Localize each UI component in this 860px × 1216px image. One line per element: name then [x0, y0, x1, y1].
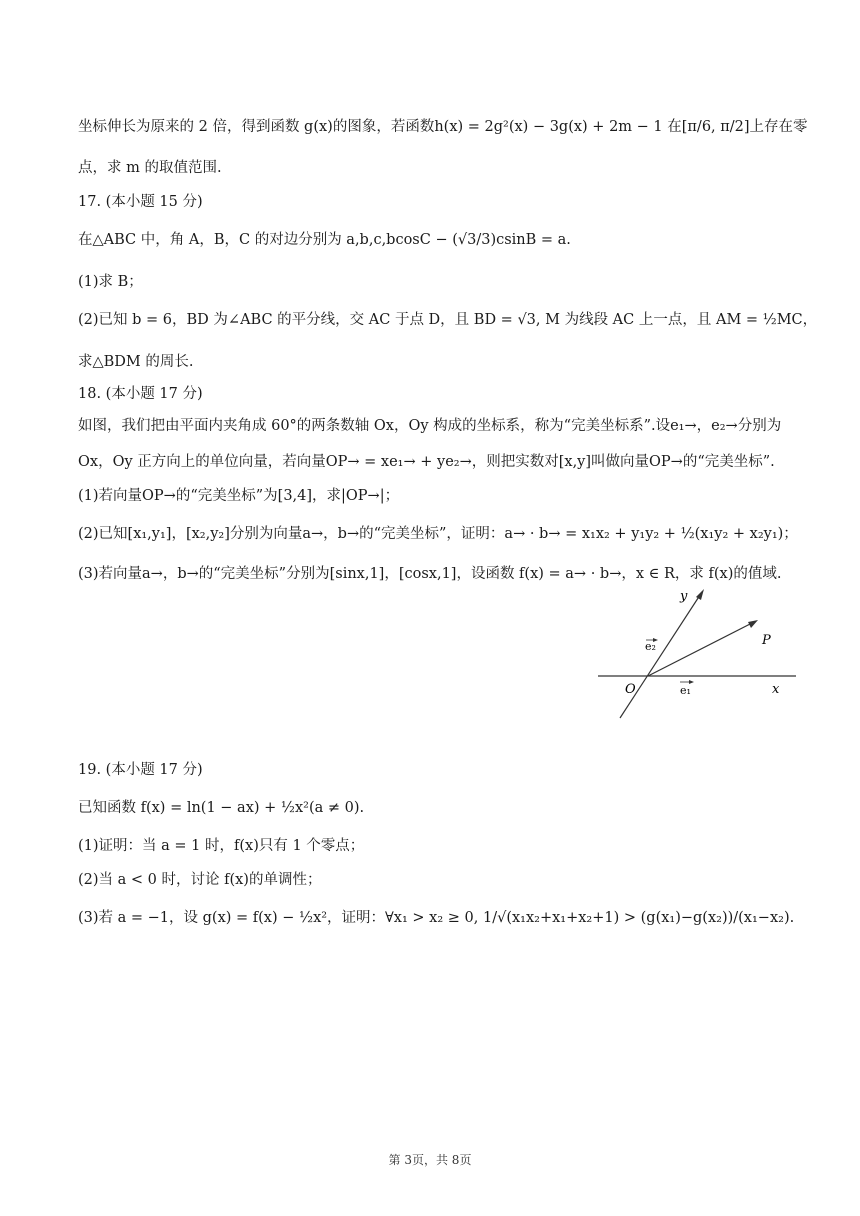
text-line-6: (2)已知 b = 6，BD 为∠ABC 的平分线，交 AC 于点 D，且 BD = √3, M 为线段 AC 上一点，且 AM = ½MC，: [78, 312, 818, 328]
label-p: P: [762, 633, 771, 648]
label-e1: e₁: [680, 684, 691, 697]
coordinate-diagram: [592, 584, 814, 724]
text-line-5: (1)求 B；: [78, 274, 143, 290]
text-line-12: (2)已知[x₁,y₁]，[x₂,y₂]分别为向量a→，b→的“完美坐标”，证明：a→ · b→ = x₁x₂ + y₁y₂ + ½(x₁y₂ + x₂y₁)；: [78, 526, 798, 542]
problem-19-header: 19. (本小题 17 分): [78, 762, 203, 778]
text-line-1: 坐标伸长为原来的 2 倍，得到函数 g(x)的图象，若函数h(x) = 2g²(x) − 3g(x) + 2m − 1 在[π/6, π/2]上存在零: [78, 119, 808, 135]
text-line-9: 如图，我们把由平面内夹角成 60°的两条数轴 Ox，Oy 构成的坐标系，称为“完美坐标系”.设e₁→，e₂→分别为: [78, 418, 782, 434]
problem-17-header: 17. (本小题 15 分): [78, 194, 203, 210]
label-x: x: [772, 682, 780, 697]
vector-op: [648, 622, 754, 676]
label-e2: e₂: [645, 640, 656, 653]
text-line-2: 点，求 m 的取值范围.: [78, 160, 222, 176]
text-line-11: (1)若向量OP→的“完美坐标”为[3,4]，求|OP→|；: [78, 488, 400, 504]
text-line-18: (3)若 a = −1，设 g(x) = f(x) − ½x²，证明：∀x₁ > x₂ ≥ 0, 1/√(x₁x₂+x₁+x₂+1) > (g(x₁)−g(x₂))/(x₁−x₂).: [78, 910, 795, 926]
label-y: y: [680, 589, 688, 604]
text-line-15: 已知函数 f(x) = ln(1 − ax) + ½x²(a ≠ 0).: [78, 800, 365, 816]
text-line-13: (3)若向量a→，b→的“完美坐标”分别为[sinx,1]，[cosx,1]，设函数 f(x) = a→ · b→，x ∈ R，求 f(x)的值域.: [78, 566, 782, 582]
text-line-4: 在△ABC 中，角 A，B，C 的对边分别为 a,b,c,bcosC − (√3/3)csinB = a.: [78, 232, 571, 248]
text-line-16: (1)证明：当 a = 1 时，f(x)只有 1 个零点；: [78, 838, 365, 854]
label-o: O: [625, 682, 636, 697]
text-line-10: Ox，Oy 正方向上的单位向量，若向量OP→ = xe₁→ + ye₂→，则把实数对[x,y]叫做向量OP→的“完美坐标”.: [78, 454, 775, 470]
text-line-7: 求△BDM 的周长.: [78, 354, 194, 370]
problem-18-header: 18. (本小题 17 分): [78, 386, 203, 402]
text-line-17: (2)当 a < 0 时，讨论 f(x)的单调性；: [78, 872, 322, 888]
vector-op-arrow-icon: [748, 620, 758, 628]
page-footer: 第 3页，共 8页: [388, 1153, 472, 1167]
